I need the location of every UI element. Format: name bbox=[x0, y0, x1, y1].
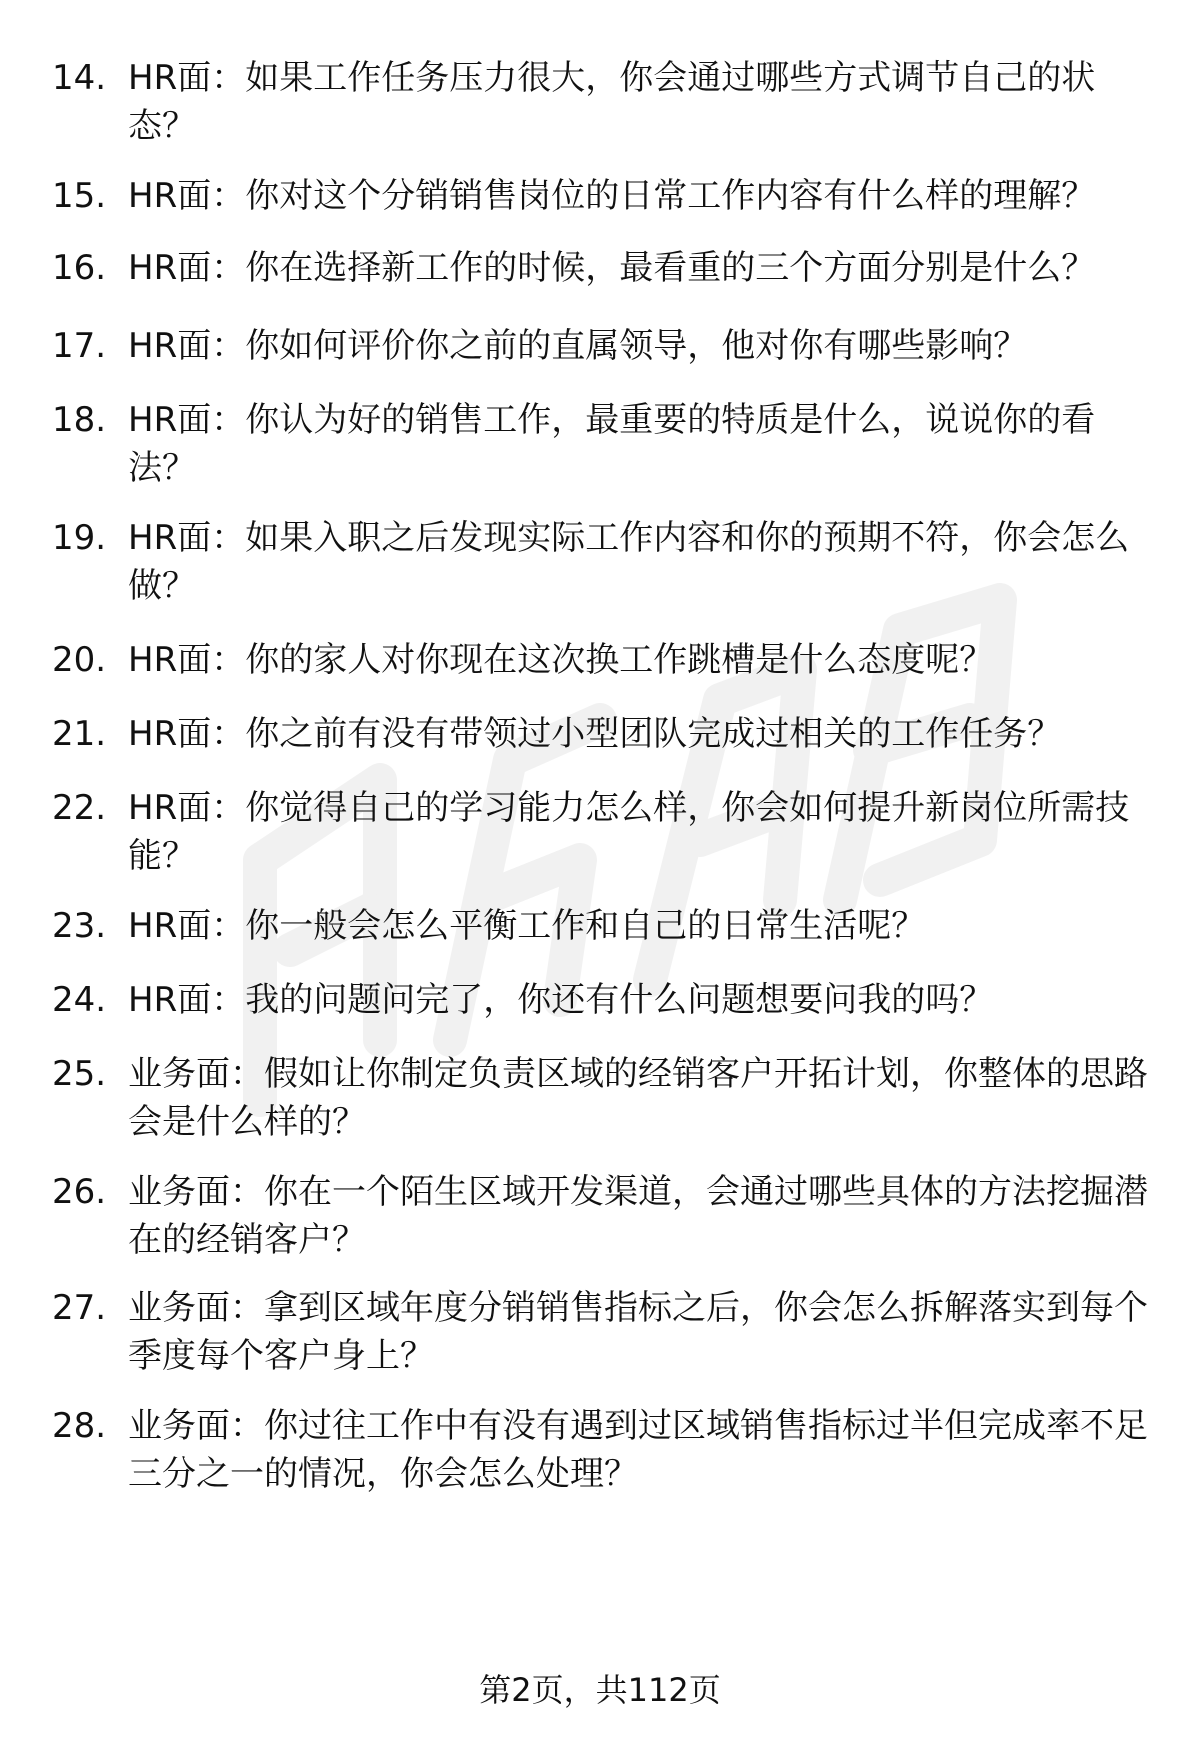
question-text: HR面：你的家人对你现在这次换工作跳槽是什么态度呢？ bbox=[128, 640, 994, 680]
question-text: HR面：你觉得自己的学习能力怎么样，你会如何提升新岗位所需技能？ bbox=[128, 788, 1130, 876]
question-text: HR面：你在选择新工作的时候，最看重的三个方面分别是什么？ bbox=[128, 248, 1096, 288]
question-number: 24. bbox=[52, 980, 107, 1020]
question-text: 业务面：你在一个陌生区域开发渠道，会通过哪些具体的方法挖掘潜在的经销客户？ bbox=[128, 1172, 1148, 1260]
question-number: 20. bbox=[52, 640, 107, 680]
page-number-footer: 第2页，共112页 bbox=[479, 1671, 721, 1709]
question-text: HR面：如果入职之后发现实际工作内容和你的预期不符，你会怎么做？ bbox=[128, 518, 1130, 606]
question-number: 21. bbox=[52, 714, 107, 754]
question-text: HR面：你认为好的销售工作，最重要的特质是什么，说说你的看法？ bbox=[128, 400, 1096, 488]
question-number: 14. bbox=[52, 58, 107, 98]
question-number: 22. bbox=[52, 788, 107, 828]
question-number: 25. bbox=[52, 1054, 107, 1094]
question-text: HR面：你对这个分销销售岗位的日常工作内容有什么样的理解？ bbox=[128, 176, 1096, 216]
question-number: 15. bbox=[52, 176, 107, 216]
question-text: 业务面：拿到区域年度分销销售指标之后，你会怎么拆解落实到每个季度每个客户身上？ bbox=[128, 1288, 1148, 1376]
question-text: HR面：如果工作任务压力很大，你会通过哪些方式调节自己的状态？ bbox=[128, 58, 1096, 146]
question-text: HR面：你一般会怎么平衡工作和自己的日常生活呢？ bbox=[128, 906, 926, 946]
question-text: HR面：你之前有没有带领过小型团队完成过相关的工作任务？ bbox=[128, 714, 1062, 754]
question-text: HR面：你如何评价你之前的直属领导，他对你有哪些影响？ bbox=[128, 326, 1028, 366]
question-number: 23. bbox=[52, 906, 107, 946]
question-text: 业务面：假如让你制定负责区域的经销客户开拓计划，你整体的思路会是什么样的？ bbox=[128, 1054, 1148, 1142]
question-number: 28. bbox=[52, 1406, 107, 1446]
question-number: 16. bbox=[52, 248, 107, 288]
question-text: HR面：我的问题问完了，你还有什么问题想要问我的吗？ bbox=[128, 980, 994, 1020]
question-number: 19. bbox=[52, 518, 107, 558]
question-text: 业务面：你过往工作中有没有遇到过区域销售指标过半但完成率不足三分之一的情况，你会怎么处理？ bbox=[128, 1406, 1148, 1494]
question-number: 26. bbox=[52, 1172, 107, 1212]
question-number: 18. bbox=[52, 400, 107, 440]
question-number: 17. bbox=[52, 326, 107, 366]
question-number: 27. bbox=[52, 1288, 107, 1328]
